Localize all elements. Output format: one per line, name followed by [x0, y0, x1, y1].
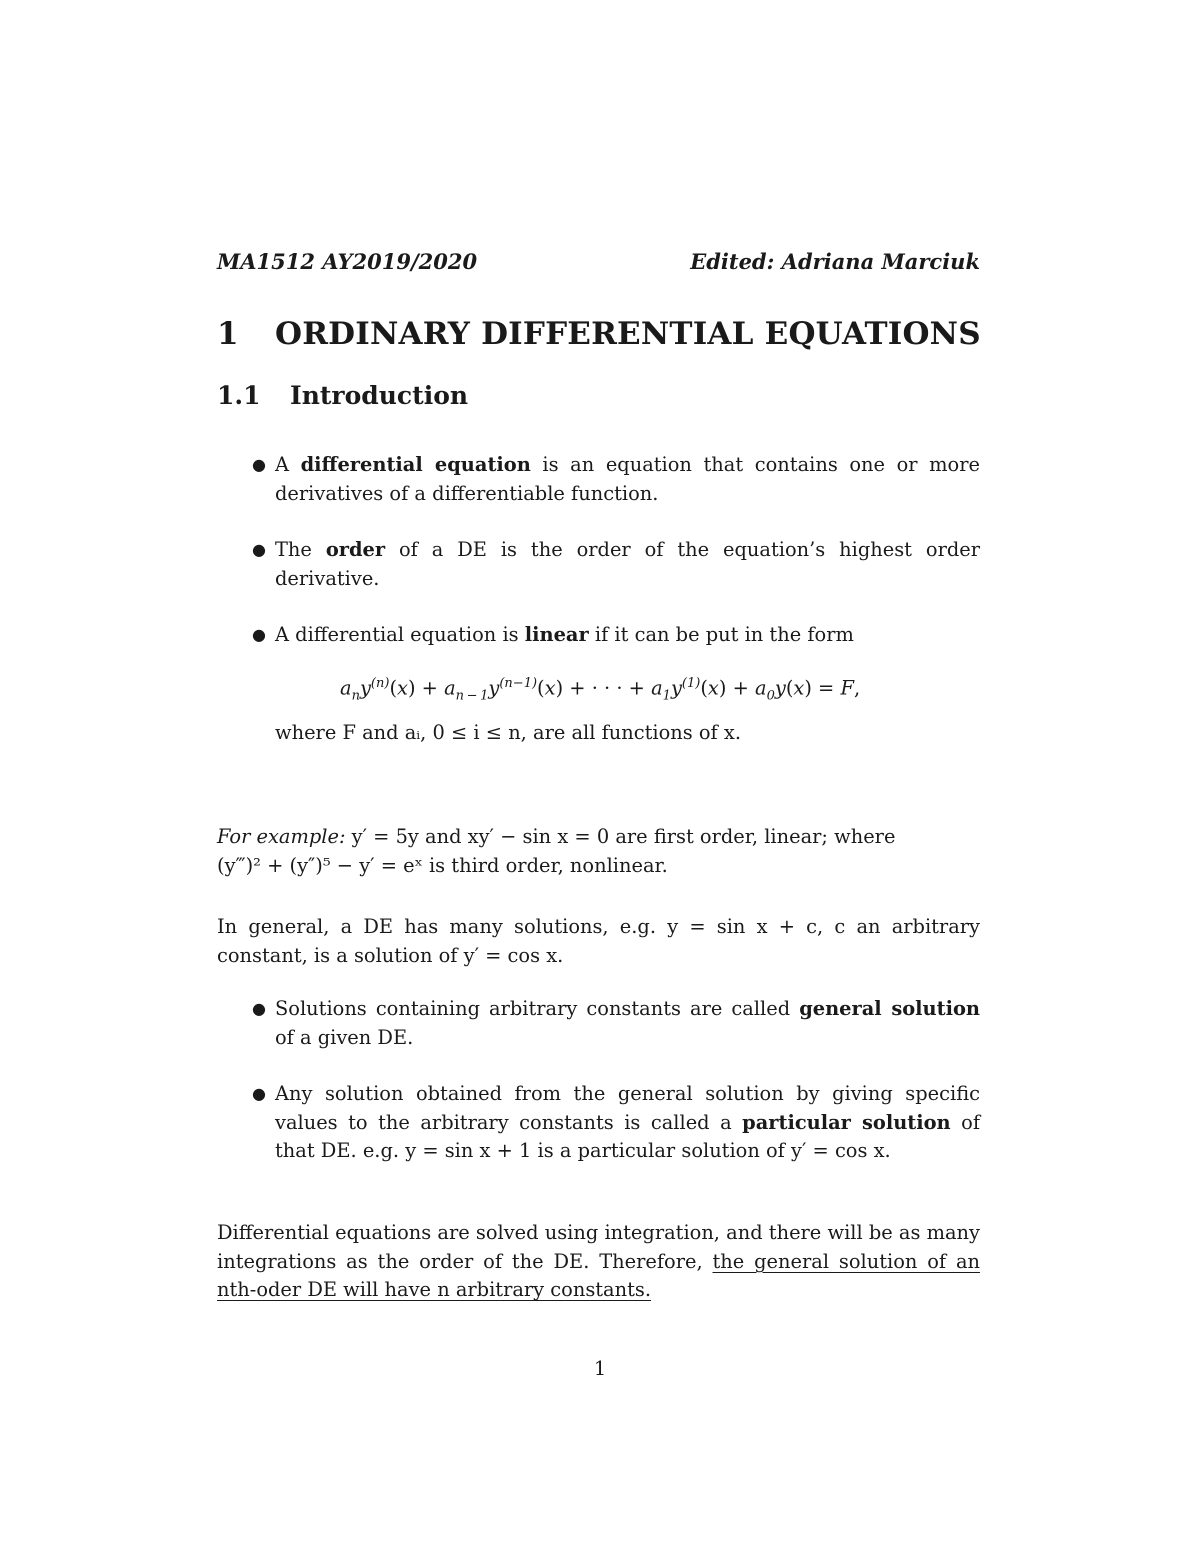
- section-heading: [217, 316, 981, 352]
- bullet-text: Solutions containing arbitrary constants are called general solution of a given DE.: [275, 997, 980, 1049]
- conclusion-paragraph: Differential equations are solved using integration, and there will be as many integrations as the order of the DE. Therefore, the general solution of an nth-oder DE will have n arbitrary constants.: [217, 1221, 981, 1301]
- general-paragraph: In general, a DE has many solutions, e.g. y = sin x + c, c an arbitrary constant, is a solution of y′ = cos x.: [217, 915, 980, 967]
- list-item: [252, 995, 980, 1052]
- subsection-heading: [217, 381, 468, 410]
- list-item: [252, 536, 980, 593]
- list-item: [252, 621, 980, 650]
- example-line-1: y′ = 5y and xy′ − sin x = 0 are first order, linear; where: [345, 825, 896, 848]
- key-statement: the general solution of an nth-oder DE will have n arbitrary constants.: [217, 1249, 981, 1301]
- page-number: 1: [593, 1357, 607, 1380]
- bullet-text: A differential equation is an equation that contains one or more derivatives of a differentiable function.: [275, 453, 980, 505]
- example-line-2: (y‴)² + (y″)⁵ − y′ = eˣ is third order, nonlinear.: [217, 853, 668, 877]
- bullet-icon: ●: [252, 540, 266, 559]
- bullet-icon: ●: [252, 455, 266, 474]
- section-number: 1: [217, 316, 239, 352]
- bullet-text: The order of a DE is the order of the equation’s highest order derivative.: [275, 538, 980, 590]
- editor-header: Edited: Adriana Marciuk: [690, 249, 980, 274]
- bullet-text: A differential equation is linear if it can be put in the form: [275, 623, 854, 646]
- bullet-icon: ●: [252, 1084, 266, 1103]
- linear-form-equation: $a_ny^{(n)}(x) + a_{n - 1}y^{(n-1)}(x)$ + · · · + $a_1y^{(1)}(x) + a_0y(x) = F$,: [340, 676, 861, 704]
- list-item: [252, 451, 980, 508]
- bullet-text: Any solution obtained from the general solution by giving specific values to the arbitrary constants is called a particular solution of that DE. e.g. y = sin x + 1 is a particular solution of y′ = cos x.: [275, 1082, 981, 1162]
- bullet-icon: ●: [252, 999, 266, 1018]
- linear-form-conditions: where F and aᵢ, 0 ≤ i ≤ n, are all functions of x.: [275, 721, 742, 744]
- subsection-title: Introduction: [290, 381, 469, 410]
- section-title: ORDINARY DIFFERENTIAL EQUATIONS: [275, 316, 981, 352]
- subsection-number: 1.1: [217, 381, 261, 410]
- example-label: For example:: [217, 825, 346, 848]
- example-paragraph: [217, 823, 980, 880]
- course-header: MA1512 AY2019/2020: [217, 249, 478, 274]
- list-item: [252, 1080, 980, 1166]
- bullet-icon: ●: [252, 625, 266, 644]
